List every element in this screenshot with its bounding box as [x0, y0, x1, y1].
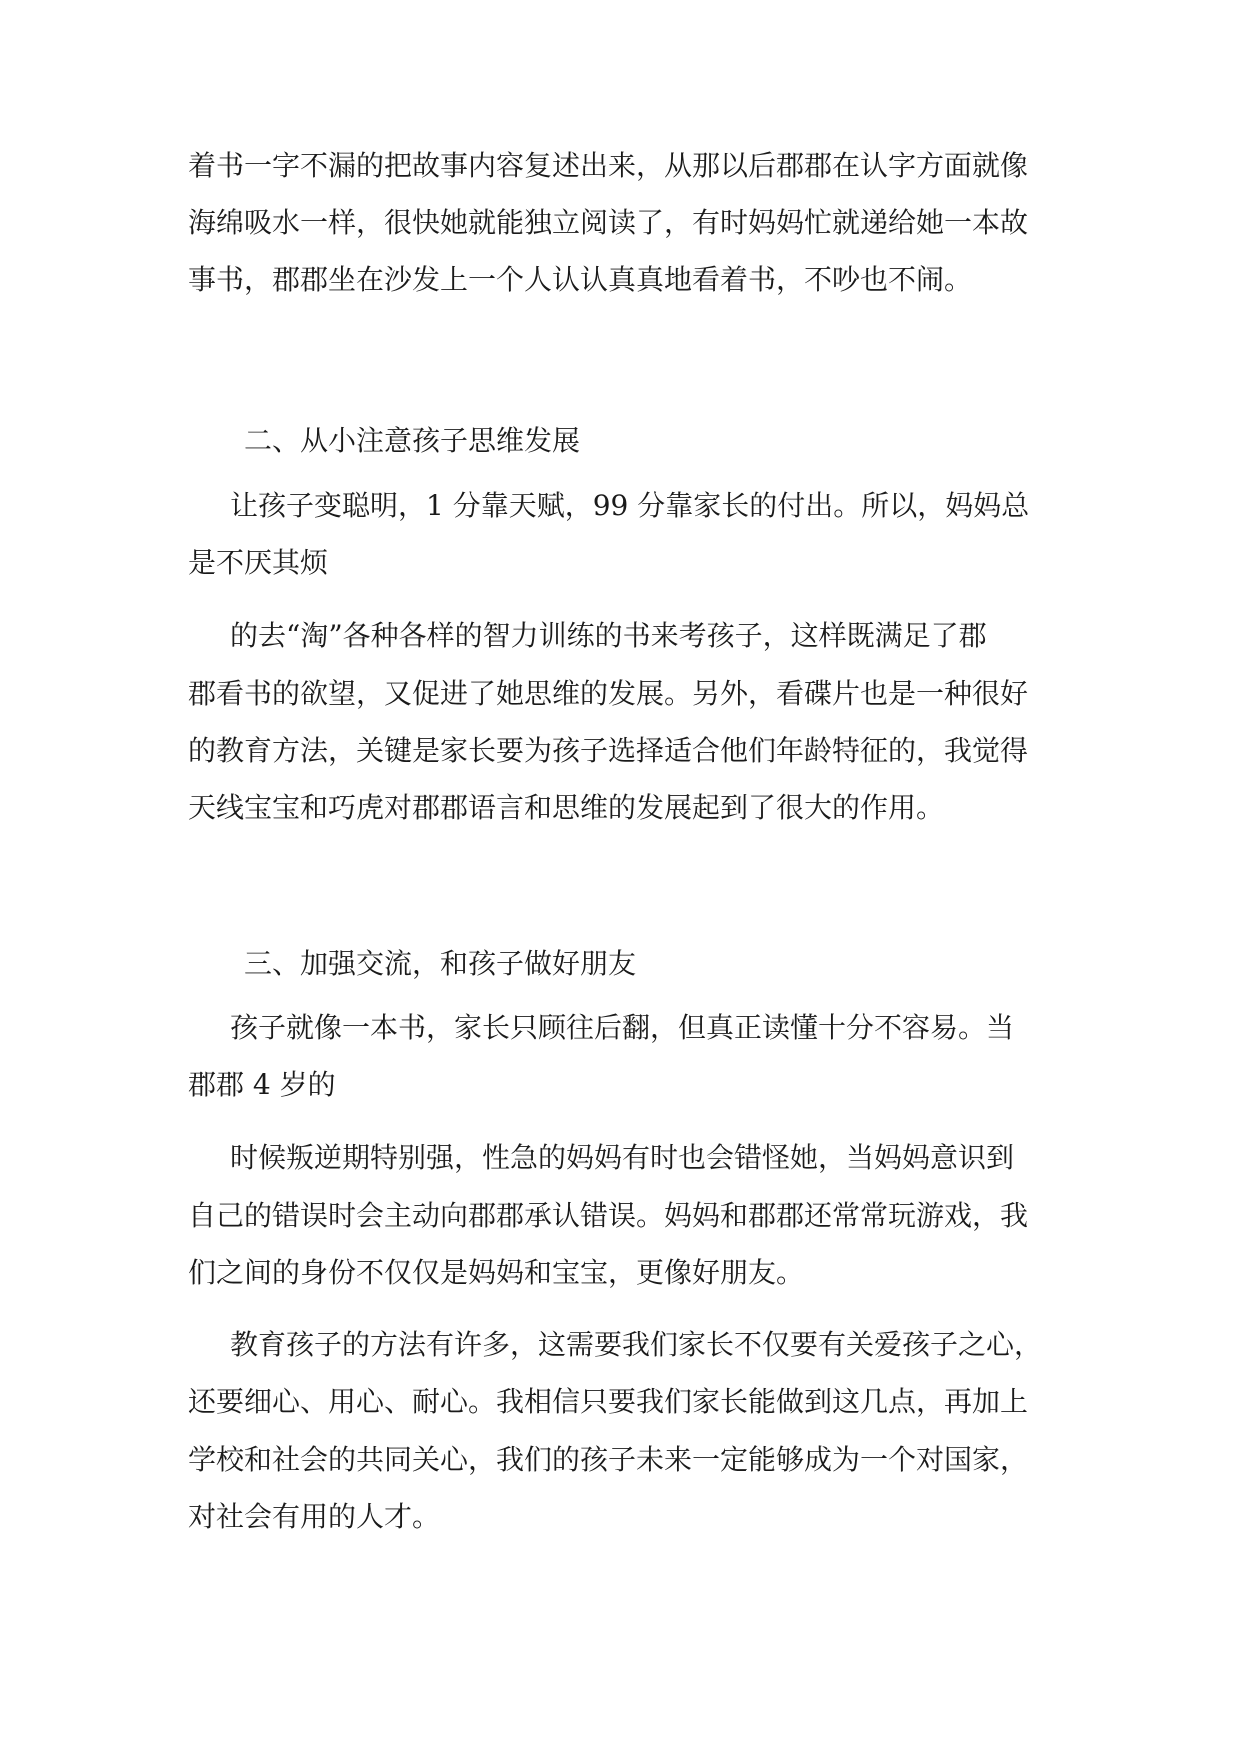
paragraph-line: 是不厌其烦 [188, 546, 329, 579]
paragraph-line: 对社会有用的人才。 [188, 1500, 441, 1533]
paragraph-line: 还要细心、用心、耐心。我相信只要我们家长能做到这几点，再加上 [188, 1385, 1029, 1418]
paragraph-line: 自己的错误时会主动向郡郡承认错误。妈妈和郡郡还常常玩游戏，我 [188, 1199, 1029, 1232]
paragraph-line: 海绵吸水一样，很快她就能独立阅读了，有时妈妈忙就递给她一本故 [188, 206, 1029, 239]
section-heading: 三、加强交流，和孩子做好朋友 [244, 947, 637, 980]
paragraph-line: 郡看书的欲望，又促进了她思维的发展。另外，看碟片也是一种很好 [188, 677, 1029, 710]
paragraph-line: 教育孩子的方法有许多，这需要我们家长不仅要有关爱孩子之心， [230, 1328, 1043, 1361]
paragraph-line: 郡郡 4 岁的 [188, 1068, 336, 1101]
paragraph-line: 的去“淘”各种各样的智力训练的书来考孩子，这样既满足了郡 [230, 619, 987, 652]
paragraph-line: 着书一字不漏的把故事内容复述出来，从那以后郡郡在认字方面就像 [188, 149, 1029, 182]
paragraph-line: 学校和社会的共同关心，我们的孩子未来一定能够成为一个对国家， [188, 1443, 1029, 1476]
paragraph-line: 让孩子变聪明，1 分靠天赋，99 分靠家长的付出。所以，妈妈总 [230, 489, 1030, 522]
paragraph-line: 时候叛逆期特别强，性急的妈妈有时也会错怪她，当妈妈意识到 [230, 1141, 1015, 1174]
paragraph-line: 的教育方法，关键是家长要为孩子选择适合他们年龄特征的，我觉得 [188, 734, 1029, 767]
section-heading: 二、从小注意孩子思维发展 [244, 424, 581, 457]
paragraph-line: 们之间的身份不仅仅是妈妈和宝宝，更像好朋友。 [188, 1256, 805, 1289]
paragraph-line: 孩子就像一本书，家长只顾往后翻，但真正读懂十分不容易。当 [230, 1011, 1015, 1044]
paragraph-line: 天线宝宝和巧虎对郡郡语言和思维的发展起到了很大的作用。 [188, 791, 945, 824]
paragraph-line: 事书，郡郡坐在沙发上一个人认认真真地看着书，不吵也不闹。 [188, 263, 973, 296]
